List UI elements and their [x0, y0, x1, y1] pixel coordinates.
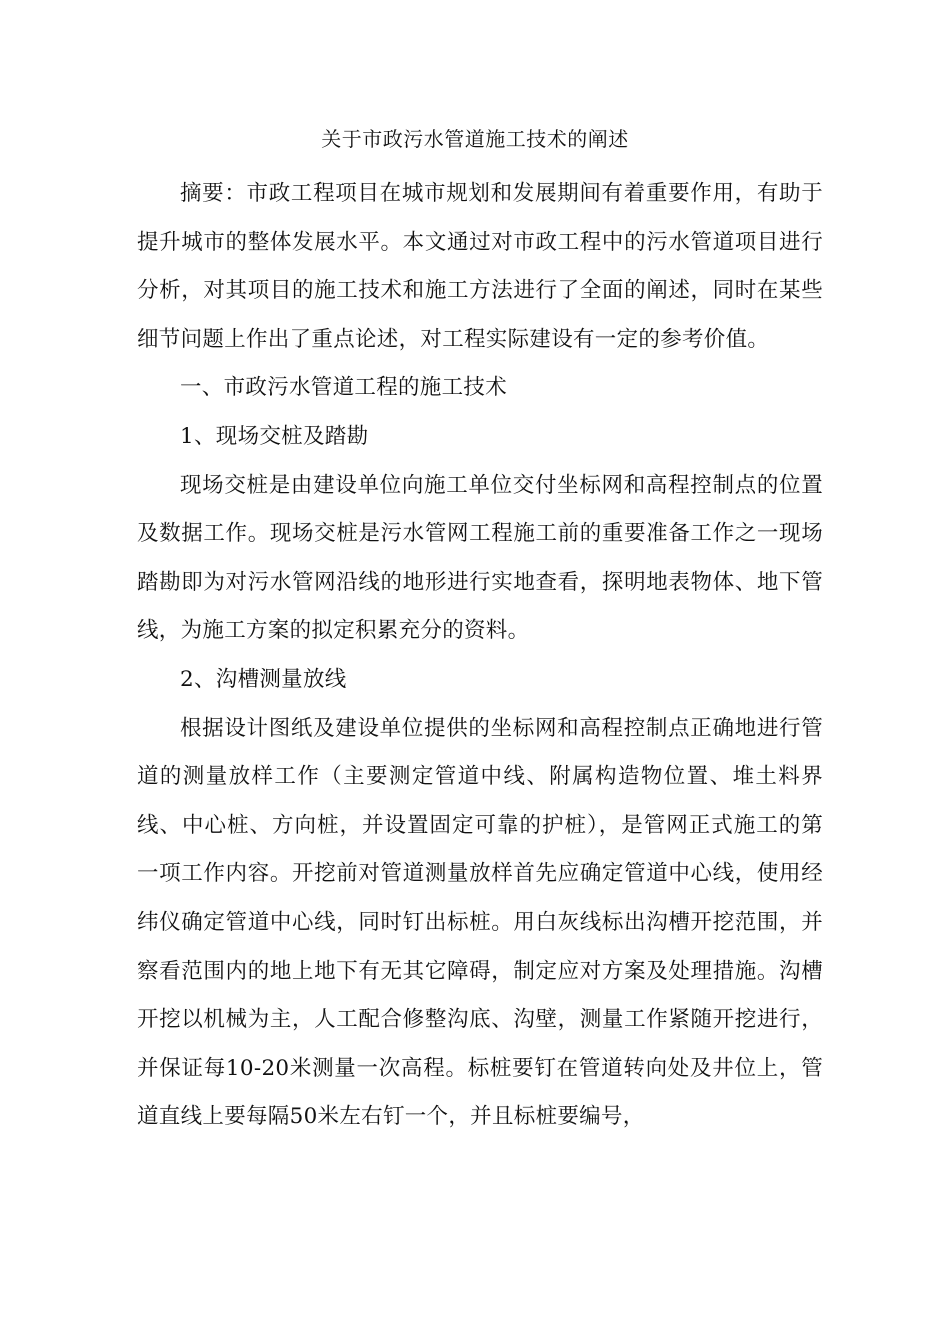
- subsection-paragraph-2: 根据设计图纸及建设单位提供的坐标网和高程控制点正确地进行管道的测量放样工作（主要测定管道中线、附属构造物位置、堆土料界线、中心桩、方向桩，并设置固定可靠的护桩），是管网正式施工的第一项工作内容。开挖前对管道测量放样首先应确定管道中心线，使用经纬仪确定管道中心线，同时钉出标桩。用白灰线标出沟槽开挖范围，并察看范围内的地上地下有无其它障碍，制定应对方案及处理措施。沟槽开挖以机械为主，人工配合修整沟底、沟壁，测量工作紧随开挖进行，并保证每10-20米测量一次高程。标桩要钉在管道转向处及井位上，管道直线上要每隔50米左右钉一个，并且标桩要编号，: [137, 715, 823, 1130]
- subsection-paragraph-1: 现场交桩是由建设单位向施工单位交付坐标网和高程控制点的位置及数据工作。现场交桩是污水管网工程施工前的重要准备工作之一现场踏勘即为对污水管网沿线的地形进行实地查看，探明地表物体、地下管线，为施工方案的拟定积累充分的资料。: [137, 472, 823, 644]
- abstract-paragraph: 摘要：市政工程项目在城市规划和发展期间有着重要作用，有助于提升城市的整体发展水平。本文通过对市政工程中的污水管道项目进行分析，对其项目的施工技术和施工方法进行了全面的阐述，同时在某些细节问题上作出了重点论述，对工程实际建设有一定的参考价值。: [137, 181, 823, 352]
- section-heading: 一、市政污水管道工程的施工技术: [180, 375, 508, 401]
- subsection-heading-2: 2、沟槽测量放线: [180, 666, 347, 692]
- document-body: [137, 170, 823, 1142]
- document-title: 关于市政污水管道施工技术的阐述: [321, 127, 629, 151]
- subsection-heading-1: 1、现场交桩及踏勘: [180, 423, 369, 449]
